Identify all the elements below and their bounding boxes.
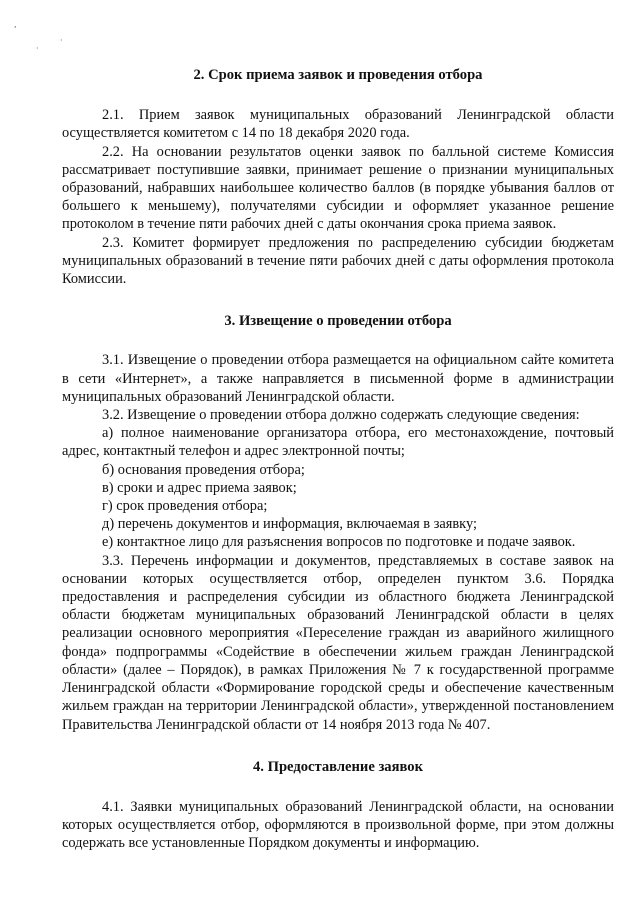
paragraph-3-2: 3.2. Извещение о проведении отбора должно содержать следующие сведения: — [102, 407, 580, 424]
section-2-title: 2. Срок приема заявок и проведения отбора — [193, 67, 483, 83]
list-item-a: а) полное наименование организатора отбора, его местонахождение, почтовый адрес, контактный телефон и адрес электронной почты; — [62, 425, 614, 460]
document-body — [62, 66, 614, 853]
list-item-v: в) сроки и адрес приема заявок; — [102, 479, 297, 496]
scan-speck: · — [36, 44, 39, 53]
paragraph-3-1: 3.1. Извещение о проведении отбора размещается на официальном сайте комитета в сети «Интернет», а также направляется в письменной форме в администрации муниципальных образований Ленинградской области. — [62, 352, 614, 405]
list-item-e: е) контактное лицо для разъяснения вопросов по подготовке и подаче заявок. — [102, 534, 576, 551]
list-item-b: б) основания проведения отбора; — [102, 461, 305, 478]
paragraph-2-3: 2.3. Комитет формирует предложения по распределению субсидии бюджетам муниципальных образований в течение пяти рабочих дней с даты оформления протокола Комиссии. — [62, 234, 614, 288]
list-item-g: г) срок проведения отбора; — [102, 498, 268, 515]
paragraph-2-2: 2.2. На основании результатов оценки заявок по балльной системе Комиссия рассматривает поступившие заявки, принимает решение о признании муниципальных образований, набравших наибольшее количество баллов (в порядке убывания баллов от большего к меньшему), получателями субсидии и оформляет указанное решение протоколом в течение пяти рабочих дней с даты окончания срока приема заявок. — [62, 143, 614, 233]
paragraph-3-3: 3.3. Перечень информации и документов, представляемых в составе заявок на основании которых осуществляется отбор, определен пунктом 3.6. Порядка предоставления и распределения субсидии из областного бюджета Ленинградской области бюджетам муниципальных образований Ленинградской области в целях реализации основного мероприятия «Переселение граждан из аварийного жилищного фонда» подпрограммы «Содействие в обеспечении жильем граждан Ленинградской области» (далее – Порядок), в рамках Приложения № 7 к государственной программе Ленинградской области «Формирование городской среды и обеспечение качественным жильем граждан на территории Ленинградской области», утвержденной постановлением Правительства Ленинградской области от 14 ноября 2013 года № 407. — [62, 552, 614, 733]
section-4-title: 4. Предоставление заявок — [253, 758, 423, 775]
scan-speck: · — [60, 36, 63, 45]
list-item-d: д) перечень документов и информация, включаемая в заявку; — [102, 516, 477, 533]
section-3-title: 3. Извещение о проведении отбора — [224, 313, 452, 330]
scan-speck: , — [14, 20, 17, 29]
paragraph-2-1: 2.1. Прием заявок муниципальных образований Ленинградской области осуществляется комитетом с 14 по 18 декабря 2020 года. — [62, 107, 614, 142]
paragraph-4-1: 4.1. Заявки муниципальных образований Ленинградской области, на основании которых осуществляется отбор, оформляются в произвольной форме, при этом должны содержать все установленные Порядком документы и информацию. — [62, 798, 614, 852]
